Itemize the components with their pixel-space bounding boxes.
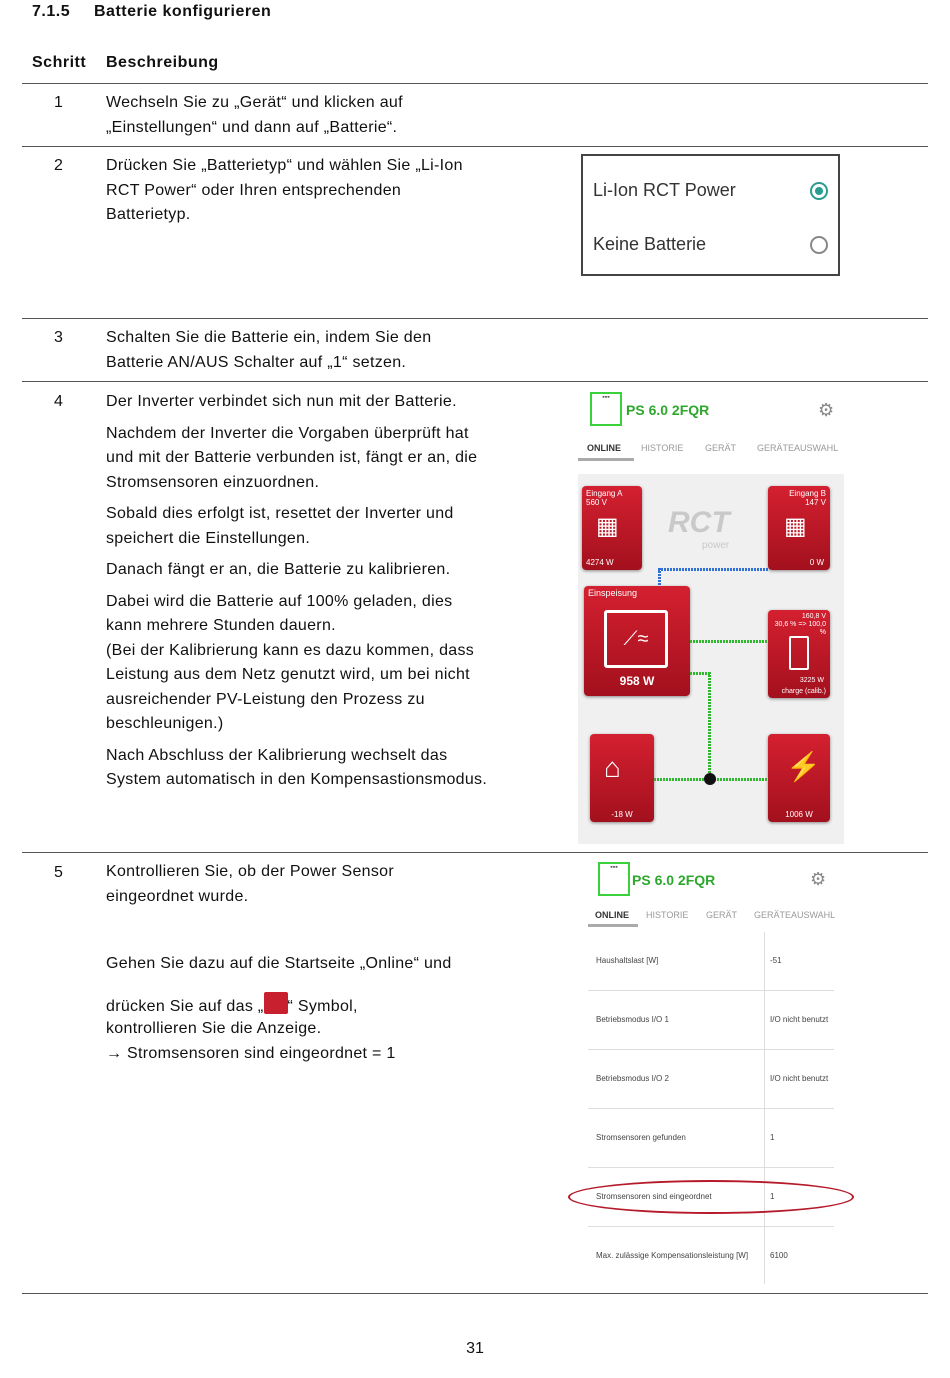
junction-dot — [704, 773, 716, 785]
tab-geraeteauswahl[interactable]: GERÄTEAUSWAHL — [754, 910, 836, 920]
gear-icon[interactable]: ⚙ — [810, 869, 827, 889]
battery-option-li-ion[interactable]: Li-Ion RCT Power — [593, 180, 736, 200]
section-heading — [32, 3, 271, 21]
tab-geraet[interactable]: GERÄT — [705, 443, 737, 453]
page-number: 31 — [466, 1340, 484, 1357]
section-number: 7.1.5 — [32, 3, 71, 20]
input-a-voltage: 560 V — [586, 498, 607, 507]
row-rule — [22, 852, 928, 853]
tab-geraet[interactable]: GERÄT — [706, 910, 738, 920]
radio-unselected-icon[interactable] — [810, 236, 828, 254]
row-value: I/O nicht benutzt — [770, 1074, 829, 1083]
step-text — [106, 992, 496, 1020]
house-tile[interactable] — [590, 734, 654, 822]
step-text — [106, 154, 496, 228]
column-header-step: Schritt — [32, 54, 87, 71]
feed-label: Einspeisung — [588, 588, 638, 598]
step-paragraph: Der Inverter verbindet sich nun mit der Batterie. — [106, 393, 457, 410]
table-row — [588, 991, 834, 1050]
step-text: Kontrollieren Sie, ob der Power Sensor eingeordnet wurde. — [106, 863, 394, 905]
step-paragraph: Danach fängt er an, die Batterie zu kalibrieren. — [106, 561, 451, 578]
radio-selected-icon[interactable] — [810, 182, 828, 200]
device-title: PS 6.0 2FQR — [632, 872, 716, 888]
step-line: Schalten Sie die Batterie ein, indem Sie den — [106, 329, 432, 346]
input-b-tile[interactable] — [768, 486, 830, 570]
battery-type-dialog — [581, 154, 840, 276]
step-text — [106, 326, 496, 375]
home-icon: ⌂ — [604, 752, 621, 783]
tab-geraeteauswahl[interactable]: GERÄTEAUSWAHL — [757, 443, 839, 453]
row-rule — [22, 146, 928, 147]
header-rule — [22, 83, 928, 84]
home-icon — [264, 992, 288, 1014]
row-rule — [22, 1293, 928, 1294]
step-paragraph: Sobald dies erfolgt ist, resettet der Inverter und speichert die Einstellungen. — [106, 505, 454, 547]
row-value: -51 — [770, 956, 782, 965]
row-value: 6100 — [770, 1251, 788, 1260]
step-number: 5 — [54, 864, 63, 881]
step-paragraph: Nachdem der Inverter die Vorgaben überprüft hat und mit der Batterie verbunden ist, fängt er an, die Stromsensoren einzuordnen. — [106, 424, 478, 491]
input-a-tile[interactable] — [582, 486, 642, 570]
house-power: -18 W — [611, 810, 633, 819]
battery-tile[interactable] — [768, 610, 830, 698]
rct-watermark-sub: power — [702, 540, 730, 551]
step-paragraph: Nach Abschluss der Kalibrierung wechselt das System automatisch in den Kompensastionsmodus. — [106, 746, 488, 788]
row-value: 1 — [770, 1192, 775, 1201]
row-value: I/O nicht benutzt — [770, 1015, 829, 1024]
grid-power: 1006 W — [785, 810, 813, 819]
dc-wire — [658, 568, 661, 586]
ac-wire — [690, 672, 710, 675]
app-screenshot-table — [588, 858, 836, 1288]
input-a-label: Eingang A — [586, 489, 623, 498]
step-line-part: “ Symbol, — [287, 998, 358, 1015]
row-rule — [22, 381, 928, 382]
step-text: Gehen Sie dazu auf die Startseite „Online“ und — [106, 955, 452, 972]
step-line: RCT Power“ oder Ihren entsprechenden — [106, 181, 402, 199]
step-line: Batterie AN/AUS Schalter auf „1“ setzen. — [106, 353, 407, 371]
table-row — [588, 1227, 834, 1285]
row-key: Haushaltslast [W] — [596, 956, 659, 965]
app-screenshot-online — [578, 388, 844, 844]
input-b-label: Eingang B — [789, 489, 826, 498]
battery-voltage: 160,8 V — [801, 613, 826, 620]
column-header-description: Beschreibung — [106, 54, 219, 71]
feed-power: 958 W — [619, 674, 655, 688]
battery-wire — [690, 640, 768, 643]
step-line: Wechseln Sie zu „Gerät“ und klicken auf — [106, 94, 403, 111]
rct-logo-icon: ▪▪▪ — [598, 862, 630, 896]
rct-logo-icon: ▪▪▪ — [590, 392, 622, 426]
row-key: Max. zulässige Kompensationsleistung [W] — [596, 1251, 749, 1260]
inverter-feed-tile[interactable] — [584, 586, 690, 696]
step-line: „Einstellungen“ und dann auf „Batterie“. — [106, 118, 398, 136]
row-key: Stromsensoren sind eingeordnet — [596, 1192, 712, 1201]
online-values-table — [588, 932, 836, 1284]
step-line-part: drücken Sie auf das „ — [106, 998, 264, 1015]
tab-online[interactable]: ONLINE — [595, 910, 630, 920]
table-row — [588, 932, 834, 991]
step-number: 3 — [54, 329, 63, 346]
battery-icon — [789, 636, 809, 670]
tab-historie[interactable]: HISTORIE — [641, 443, 684, 453]
step-paragraph: Dabei wird die Batterie auf 100% geladen, dies kann mehrere Stunden dauern. — [106, 592, 453, 634]
table-row — [588, 1050, 834, 1109]
step-paragraph: (Bei der Kalibrierung kann es dazu kommen, dass Leistung aus dem Netz genutzt wird, um bei nicht ausreichender PV-Leistung den Prozess zu beschleunigen.) — [106, 641, 475, 732]
section-title: Batterie konfigurieren — [94, 3, 272, 20]
input-a-power: 4274 W — [586, 558, 614, 567]
row-value: 1 — [770, 1133, 775, 1142]
input-b-voltage: 147 V — [805, 498, 826, 507]
battery-status: charge (calib.) — [781, 688, 826, 695]
step-number: 4 — [54, 393, 63, 410]
active-tab-indicator — [578, 458, 634, 461]
energy-flow-panel — [578, 474, 844, 844]
tab-historie[interactable]: HISTORIE — [646, 910, 689, 920]
highlight-ellipse — [568, 1180, 854, 1214]
row-key: Betriebsmodus I/O 2 — [596, 1074, 669, 1083]
battery-soc: 30,6 % => 100,0 % — [774, 621, 826, 636]
step-text: → Stromsensoren sind eingeordnet = 1 — [106, 1045, 396, 1062]
solar-panel-icon: ▦ — [784, 513, 807, 540]
gear-icon[interactable]: ⚙ — [818, 400, 835, 420]
tab-online[interactable]: ONLINE — [587, 443, 622, 453]
device-title: PS 6.0 2FQR — [626, 402, 710, 418]
step-number: 1 — [54, 94, 63, 111]
step-number: 2 — [54, 157, 63, 174]
rct-watermark: RCT — [668, 506, 730, 539]
battery-power: 3225 W — [799, 677, 824, 684]
step-text: kontrollieren Sie die Anzeige. — [106, 1020, 322, 1037]
battery-option-none[interactable]: Keine Batterie — [593, 234, 707, 254]
step-line: Drücken Sie „Batterietyp“ und wählen Sie „Li-Ion — [106, 157, 463, 174]
table-row — [588, 1109, 834, 1168]
step-line: Batterietyp. — [106, 206, 191, 223]
active-tab-indicator — [588, 924, 638, 927]
power-pylon-icon: ⚡ — [786, 751, 821, 782]
inverter-icon: ⟋≈ — [604, 610, 668, 668]
input-b-power: 0 W — [809, 558, 824, 567]
row-rule — [22, 318, 928, 319]
step-text — [106, 91, 496, 140]
step-text — [106, 390, 491, 800]
solar-panel-icon: ▦ — [596, 513, 619, 540]
ac-wire — [708, 672, 711, 784]
grid-tile[interactable] — [768, 734, 830, 822]
row-key: Betriebsmodus I/O 1 — [596, 1015, 669, 1024]
dc-wire — [658, 568, 768, 571]
row-key: Stromsensoren gefunden — [596, 1133, 686, 1142]
